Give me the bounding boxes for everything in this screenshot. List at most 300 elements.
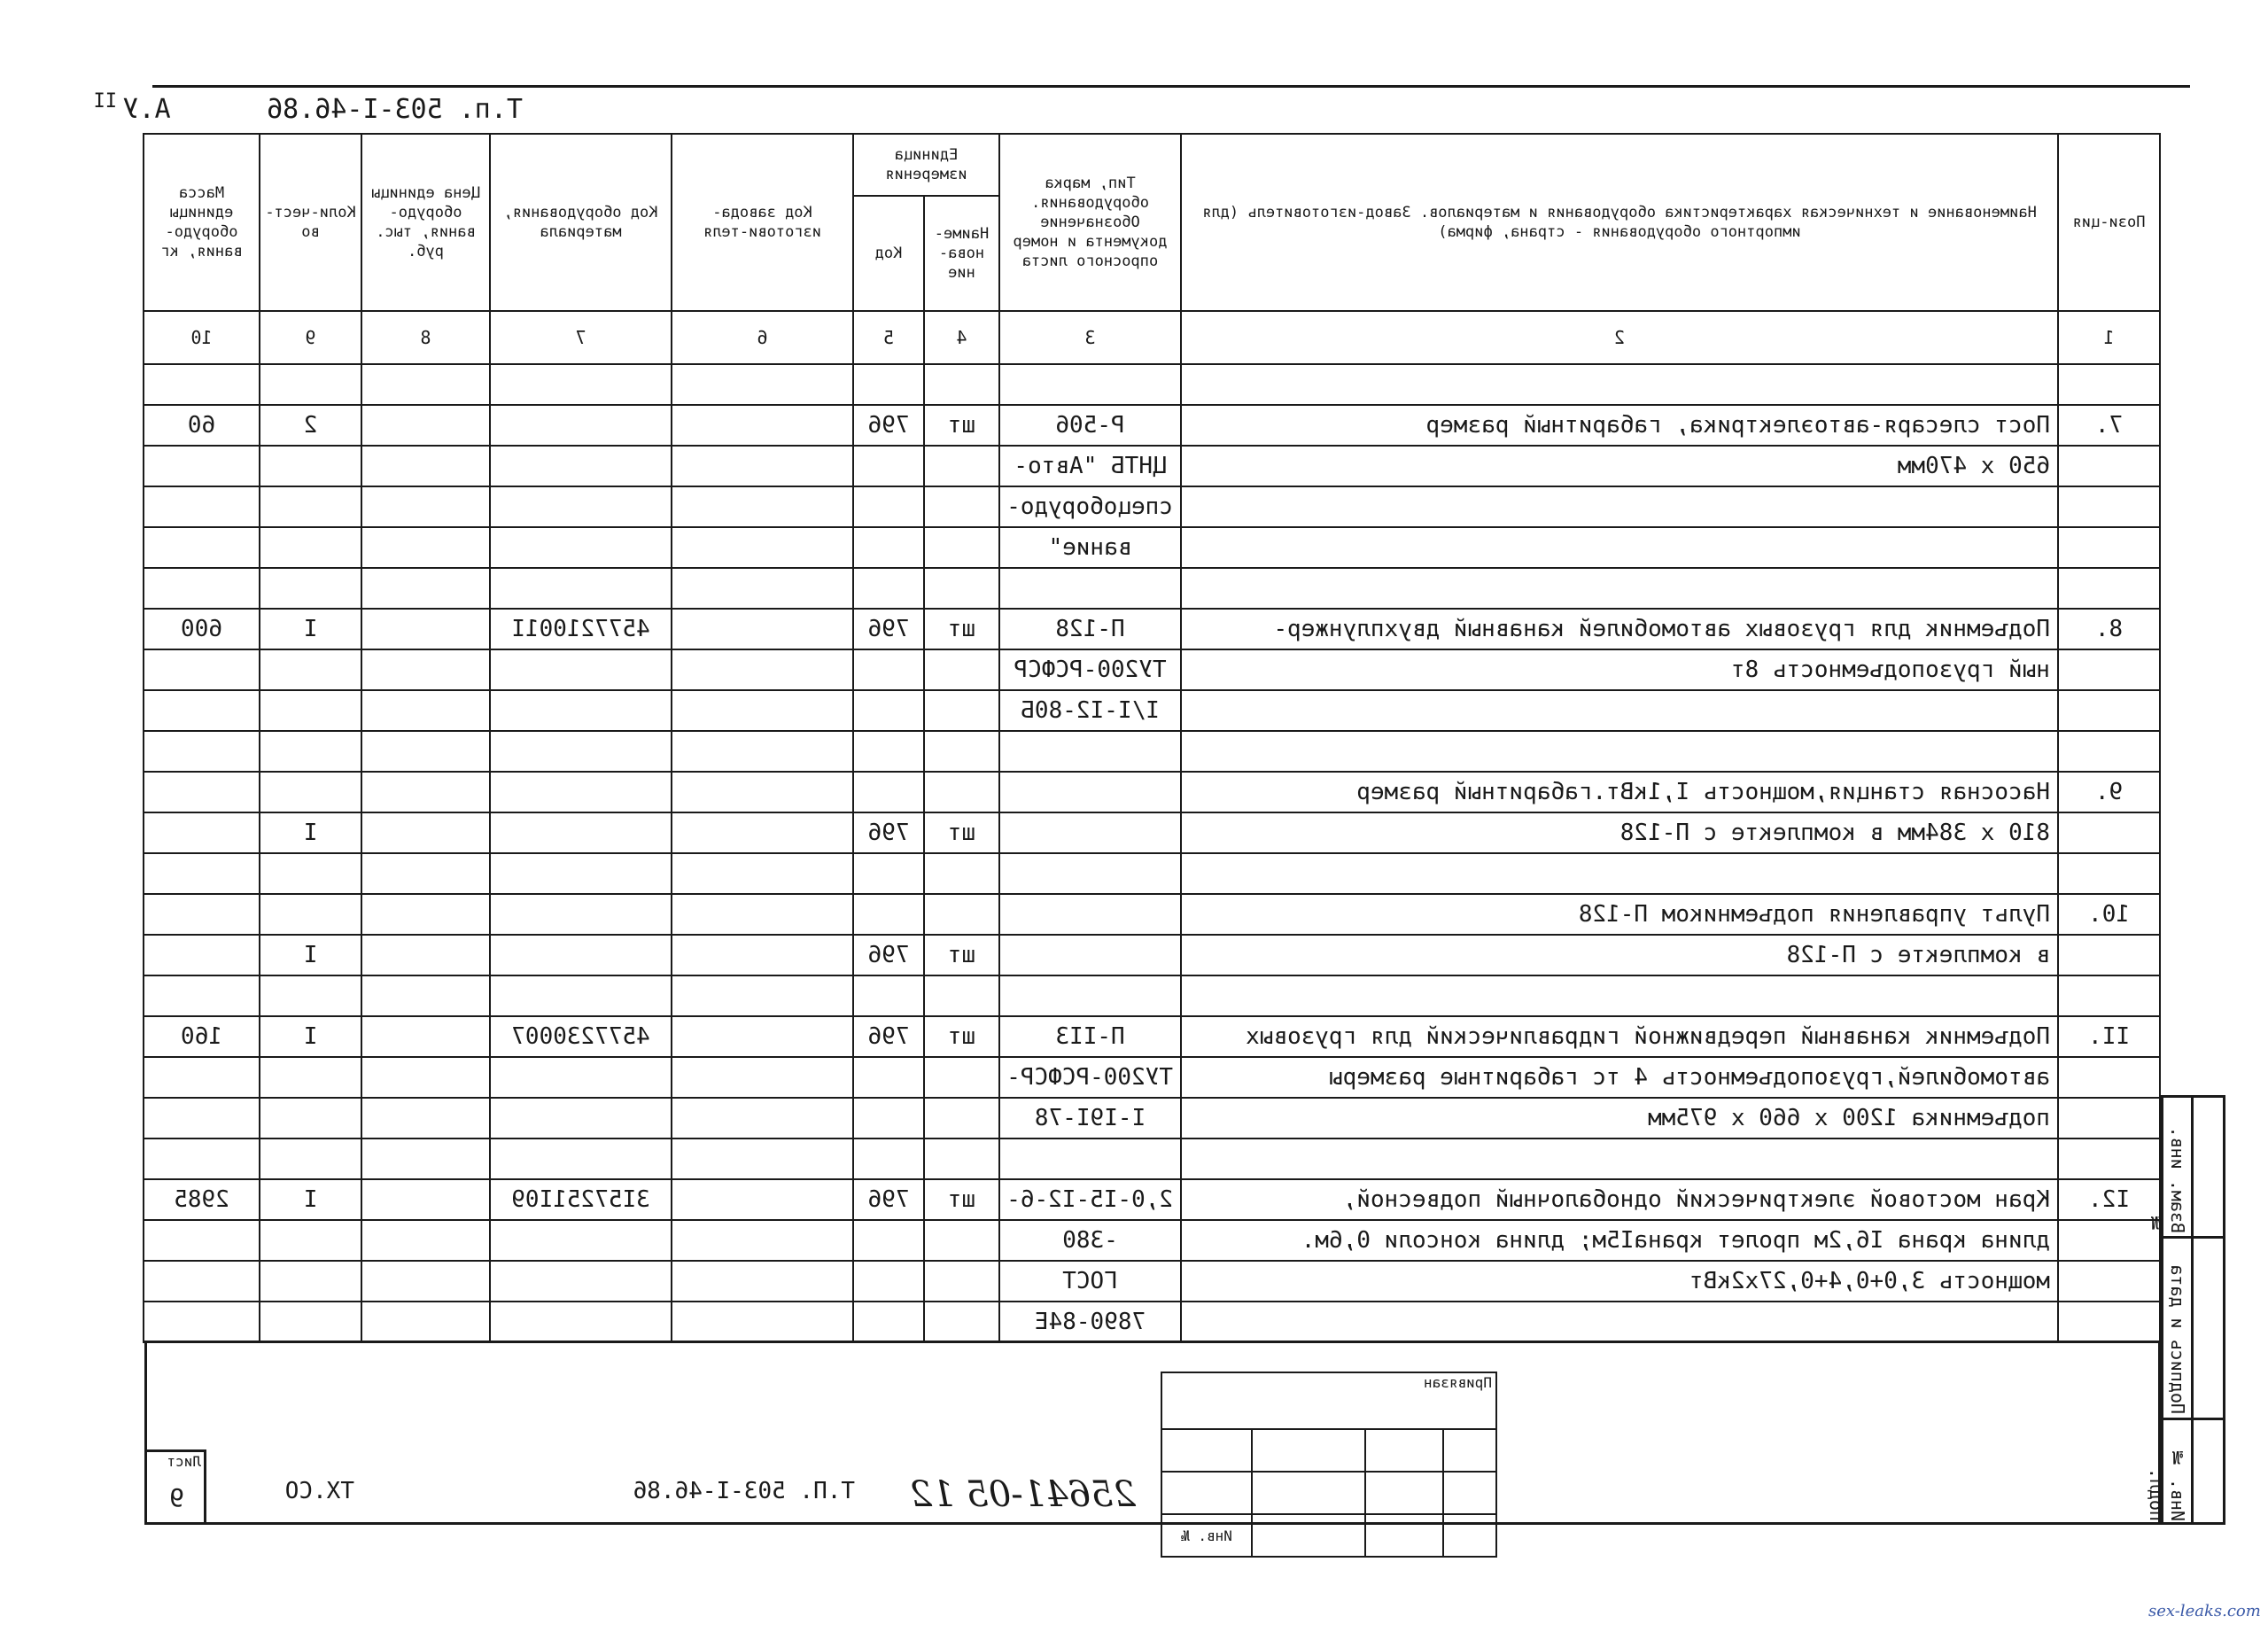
col-number-6: 6 xyxy=(672,311,853,364)
cell-code xyxy=(853,975,924,1016)
cell-mass xyxy=(144,812,260,853)
cell-unit: шт xyxy=(924,609,999,649)
table-row xyxy=(144,446,2160,486)
col-header-8: Цена единицы оборудо-вания, тыс. руб. xyxy=(361,134,490,311)
cell-pos: 9. xyxy=(2058,772,2160,812)
cell-equip xyxy=(490,894,672,935)
cell-mass: 2985 xyxy=(144,1179,260,1220)
cell-code xyxy=(853,1057,924,1098)
cell-qty xyxy=(260,1098,361,1139)
sheet-number: 9 xyxy=(169,1483,184,1512)
cell-pos xyxy=(2058,1220,2160,1261)
cell-type xyxy=(999,772,1181,812)
col-header-10: Масса единицы оборудо-вания, кг xyxy=(144,134,260,311)
specification-table xyxy=(143,133,2161,1343)
cell-price xyxy=(361,853,490,894)
cell-unit xyxy=(924,853,999,894)
cell-equip xyxy=(490,568,672,609)
cell-name xyxy=(1181,853,2058,894)
cell-factory xyxy=(672,772,853,812)
cell-qty xyxy=(260,894,361,935)
cell-type xyxy=(999,1139,1181,1179)
table-row xyxy=(144,405,2160,446)
cell-code xyxy=(853,853,924,894)
cell-name xyxy=(1181,568,2058,609)
cell-code xyxy=(853,731,924,772)
cell-unit: шт xyxy=(924,1016,999,1057)
cell-factory xyxy=(672,446,853,486)
cell-qty: I xyxy=(260,812,361,853)
cell-name: подъемника 1200 х 660 х 975мм xyxy=(1181,1098,2058,1139)
col-header-4: Наиме-нова-ние xyxy=(924,196,999,311)
cell-pos xyxy=(2058,1302,2160,1342)
cell-pos xyxy=(2058,1098,2160,1139)
cell-qty xyxy=(260,731,361,772)
col-number-2: 2 xyxy=(1181,311,2058,364)
cell-unit: шт xyxy=(924,405,999,446)
col-number-8: 8 xyxy=(361,311,490,364)
cell-equip xyxy=(490,731,672,772)
table-row xyxy=(144,649,2160,690)
table-row xyxy=(144,486,2160,527)
cell-unit xyxy=(924,364,999,405)
stamp-doc-ref: Т.П. 503-I-46.86 xyxy=(633,1478,855,1504)
cell-name: длина крана I6,2м пролет кранаI5м; длина консоли 0,6м. xyxy=(1181,1220,2058,1261)
cell-type xyxy=(999,568,1181,609)
cell-factory xyxy=(672,1261,853,1302)
cell-code xyxy=(853,568,924,609)
inv-label: Инв. № xyxy=(1161,1514,1252,1557)
cell-mass xyxy=(144,894,260,935)
cell-price xyxy=(361,935,490,975)
cell-equip xyxy=(490,853,672,894)
cell-name: Кран мостовой электрический однобалочный подвесной, xyxy=(1181,1179,2058,1220)
table-row xyxy=(144,1261,2160,1302)
cell-factory xyxy=(672,853,853,894)
album-mark: А.У xyxy=(122,94,171,125)
cell-qty xyxy=(260,1261,361,1302)
cell-pos: 8. xyxy=(2058,609,2160,649)
cell-code xyxy=(853,649,924,690)
cell-price xyxy=(361,1139,490,1179)
table-row xyxy=(144,527,2160,568)
cell-equip xyxy=(490,1098,672,1139)
cell-mass xyxy=(144,1261,260,1302)
sheet-label: Лист xyxy=(167,1453,201,1470)
cell-name: в комплекте с П-128 xyxy=(1181,935,2058,975)
cell-mass xyxy=(144,772,260,812)
table-row xyxy=(144,935,2160,975)
cell-price xyxy=(361,690,490,731)
table-row xyxy=(144,1139,2160,1179)
cell-mass xyxy=(144,364,260,405)
cell-name: Подъемник для грузовых автомобилей канавный двухплунжер- xyxy=(1181,609,2058,649)
table-row xyxy=(144,1016,2160,1057)
cell-price xyxy=(361,1179,490,1220)
cell-factory xyxy=(672,1302,853,1342)
cell-qty xyxy=(260,853,361,894)
cell-name: Подъемник канавный передвижной гидравлический для грузовых xyxy=(1181,1016,2058,1057)
cell-pos xyxy=(2058,690,2160,731)
cell-name: автомобилей,грузоподъемность 4 тс габаритные размеры xyxy=(1181,1057,2058,1098)
cell-price xyxy=(361,772,490,812)
cell-mass xyxy=(144,853,260,894)
cell-unit: шт xyxy=(924,1179,999,1220)
cell-unit xyxy=(924,772,999,812)
cell-type: ЦНТБ "Авто- xyxy=(999,446,1181,486)
cell-mass xyxy=(144,486,260,527)
cell-type: 7890-84Е xyxy=(999,1302,1181,1342)
table-row xyxy=(144,609,2160,649)
cell-equip: 4577230007 xyxy=(490,1016,672,1057)
cell-code xyxy=(853,772,924,812)
cell-factory xyxy=(672,975,853,1016)
cell-mass xyxy=(144,1302,260,1342)
cell-factory xyxy=(672,731,853,772)
table-row xyxy=(144,731,2160,772)
table-row xyxy=(144,1098,2160,1139)
cell-factory xyxy=(672,1139,853,1179)
cell-pos xyxy=(2058,853,2160,894)
cell-qty: I xyxy=(260,1179,361,1220)
table-row xyxy=(144,853,2160,894)
side-label-signature: Подпись и дата xyxy=(2167,1264,2188,1414)
cell-factory xyxy=(672,486,853,527)
cell-pos xyxy=(2058,812,2160,853)
cell-equip xyxy=(490,527,672,568)
cell-equip xyxy=(490,649,672,690)
cell-price xyxy=(361,1098,490,1139)
cell-factory xyxy=(672,1016,853,1057)
cell-qty xyxy=(260,649,361,690)
cell-type xyxy=(999,894,1181,935)
cell-qty xyxy=(260,772,361,812)
cell-code xyxy=(853,894,924,935)
cell-type: Р-506 xyxy=(999,405,1181,446)
cell-unit xyxy=(924,731,999,772)
cell-name: 650 х 470мм xyxy=(1181,446,2058,486)
cell-mass xyxy=(144,975,260,1016)
table-row xyxy=(144,772,2160,812)
cell-qty xyxy=(260,1057,361,1098)
cell-qty xyxy=(260,1220,361,1261)
cell-code xyxy=(853,1098,924,1139)
cell-pos: II. xyxy=(2058,1016,2160,1057)
cell-equip: 3I57251I09 xyxy=(490,1179,672,1220)
table-row xyxy=(144,690,2160,731)
cell-name xyxy=(1181,486,2058,527)
cell-qty xyxy=(260,975,361,1016)
cell-pos xyxy=(2058,1139,2160,1179)
cell-qty xyxy=(260,527,361,568)
cell-factory xyxy=(672,568,853,609)
cell-price xyxy=(361,405,490,446)
cell-code xyxy=(853,486,924,527)
table-header xyxy=(144,134,2160,364)
cell-code xyxy=(853,690,924,731)
cell-factory xyxy=(672,649,853,690)
cell-factory xyxy=(672,1220,853,1261)
side-label-replace: Взам. инв. № xyxy=(2146,1126,2188,1233)
cell-unit xyxy=(924,527,999,568)
cell-pos xyxy=(2058,935,2160,975)
cell-unit xyxy=(924,894,999,935)
cell-equip xyxy=(490,975,672,1016)
col-number-3: 3 xyxy=(999,311,1181,364)
cell-factory xyxy=(672,405,853,446)
cell-price xyxy=(361,812,490,853)
cell-qty: I xyxy=(260,1016,361,1057)
col-number-7: 7 xyxy=(490,311,672,364)
cell-type: ТУ200-РСФСР- xyxy=(999,1057,1181,1098)
cell-qty xyxy=(260,1139,361,1179)
cell-mass xyxy=(144,649,260,690)
cell-pos: I2. xyxy=(2058,1179,2160,1220)
cell-name: ный грузоподъемность 8т xyxy=(1181,649,2058,690)
cell-price xyxy=(361,975,490,1016)
cell-type: ГОСТ xyxy=(999,1261,1181,1302)
cell-name xyxy=(1181,731,2058,772)
cell-type: ТУ200-РСФСР xyxy=(999,649,1181,690)
cell-factory xyxy=(672,609,853,649)
cell-code: 796 xyxy=(853,405,924,446)
cell-type xyxy=(999,364,1181,405)
cell-equip xyxy=(490,1302,672,1342)
cell-price xyxy=(361,446,490,486)
cell-equip xyxy=(490,446,672,486)
cell-mass xyxy=(144,1139,260,1179)
cell-qty xyxy=(260,446,361,486)
cell-qty xyxy=(260,568,361,609)
cell-equip xyxy=(490,812,672,853)
cell-code: 796 xyxy=(853,935,924,975)
cell-name xyxy=(1181,527,2058,568)
cell-mass xyxy=(144,527,260,568)
cell-type: спецоборудо- xyxy=(999,486,1181,527)
cell-price xyxy=(361,894,490,935)
sheet-corner-number: II xyxy=(93,90,117,113)
col-number-9: 9 xyxy=(260,311,361,364)
stamp-mark: ТХ.СО xyxy=(284,1478,354,1504)
cell-equip xyxy=(490,1057,672,1098)
cell-mass xyxy=(144,446,260,486)
col-header-3: Тип, марка оборудования. Обозначение документа и номер опросного листа xyxy=(999,134,1181,311)
cell-pos xyxy=(2058,731,2160,772)
cell-name xyxy=(1181,364,2058,405)
unit-group-header: Единица измерения xyxy=(853,134,999,196)
cell-price xyxy=(361,364,490,405)
cell-pos xyxy=(2058,975,2160,1016)
cell-mass: 60 xyxy=(144,405,260,446)
linked-label: Привязан xyxy=(1161,1372,1496,1429)
cell-qty xyxy=(260,690,361,731)
table-row xyxy=(144,1057,2160,1098)
col-header-5: Код xyxy=(853,196,924,311)
cell-price xyxy=(361,527,490,568)
table-row xyxy=(144,364,2160,405)
cell-type: П-II3 xyxy=(999,1016,1181,1057)
cell-mass xyxy=(144,1057,260,1098)
table-row xyxy=(144,568,2160,609)
cell-mass: 160 xyxy=(144,1016,260,1057)
cell-pos xyxy=(2058,568,2160,609)
cell-price xyxy=(361,1057,490,1098)
cell-unit xyxy=(924,1261,999,1302)
top-border-line xyxy=(152,85,2190,88)
cell-type xyxy=(999,975,1181,1016)
cell-mass xyxy=(144,731,260,772)
cell-price xyxy=(361,1016,490,1057)
col-header-1: Пози-ция xyxy=(2058,134,2160,311)
cell-unit xyxy=(924,1220,999,1261)
cell-unit xyxy=(924,649,999,690)
table-row xyxy=(144,894,2160,935)
cell-qty: 2 xyxy=(260,405,361,446)
cell-pos: 7. xyxy=(2058,405,2160,446)
cell-unit xyxy=(924,1302,999,1342)
cell-pos xyxy=(2058,446,2160,486)
col-header-7: Код оборудования, материала xyxy=(490,134,672,311)
cell-factory xyxy=(672,894,853,935)
cell-equip xyxy=(490,772,672,812)
cell-type: вание" xyxy=(999,527,1181,568)
cell-pos: 10. xyxy=(2058,894,2160,935)
cell-code: 796 xyxy=(853,1016,924,1057)
cell-equip xyxy=(490,935,672,975)
cell-unit xyxy=(924,446,999,486)
cell-price xyxy=(361,1261,490,1302)
cell-name xyxy=(1181,975,2058,1016)
cell-name xyxy=(1181,1302,2058,1342)
col-number-4: 4 xyxy=(924,311,999,364)
cell-equip xyxy=(490,364,672,405)
cell-type xyxy=(999,731,1181,772)
table-body xyxy=(144,364,2160,1342)
cell-code: 796 xyxy=(853,1179,924,1220)
cell-pos xyxy=(2058,486,2160,527)
bottom-frame xyxy=(144,1341,2161,1525)
table-row xyxy=(144,975,2160,1016)
cell-type: -380 xyxy=(999,1220,1181,1261)
cell-type: I-I9I-78 xyxy=(999,1098,1181,1139)
col-header-9: Коли-чест-во xyxy=(260,134,361,311)
cell-mass xyxy=(144,568,260,609)
cell-pos xyxy=(2058,649,2160,690)
cell-unit xyxy=(924,690,999,731)
cell-equip xyxy=(490,1220,672,1261)
cell-unit xyxy=(924,1139,999,1179)
cell-mass: 600 xyxy=(144,609,260,649)
cell-unit xyxy=(924,1098,999,1139)
cell-price xyxy=(361,609,490,649)
cell-mass xyxy=(144,690,260,731)
cell-type: 2,0-I5-I2-6- xyxy=(999,1179,1181,1220)
cell-unit xyxy=(924,975,999,1016)
cell-unit xyxy=(924,1057,999,1098)
cell-factory xyxy=(672,812,853,853)
col-header-6: Код завода-изготови-теля xyxy=(672,134,853,311)
cell-factory xyxy=(672,1098,853,1139)
table-row xyxy=(144,1179,2160,1220)
cell-equip xyxy=(490,1139,672,1179)
cell-mass xyxy=(144,935,260,975)
cell-type: П-128 xyxy=(999,609,1181,649)
col-number-10: 10 xyxy=(144,311,260,364)
cell-unit xyxy=(924,568,999,609)
handwritten-number: 25641-05 12 xyxy=(909,1474,1136,1515)
cell-factory xyxy=(672,1179,853,1220)
cell-pos xyxy=(2058,1261,2160,1302)
cell-type xyxy=(999,812,1181,853)
cell-pos xyxy=(2058,364,2160,405)
cell-code: 796 xyxy=(853,609,924,649)
watermark: sex-leaks.com xyxy=(2148,1602,2261,1620)
col-number-5: 5 xyxy=(853,311,924,364)
cell-factory xyxy=(672,935,853,975)
cell-name xyxy=(1181,1139,2058,1179)
cell-code xyxy=(853,446,924,486)
cell-factory xyxy=(672,1057,853,1098)
column-number-row xyxy=(144,311,2160,364)
cell-code xyxy=(853,1302,924,1342)
col-header-2: Наименование и техническая характеристика оборудования и материалов. Завод-изготовитель (для импортного оборудования - страна, фирма) xyxy=(1181,134,2058,311)
cell-price xyxy=(361,731,490,772)
cell-factory xyxy=(672,527,853,568)
cell-type: I/I-I2-80Б xyxy=(999,690,1181,731)
side-label-inv: Инв. № подл. xyxy=(2146,1446,2188,1521)
cell-name: Пульт управления подъемником П-128 xyxy=(1181,894,2058,935)
cell-name: мощность 3,0+0,4+0,27х2кВт xyxy=(1181,1261,2058,1302)
cell-price xyxy=(361,486,490,527)
cell-name xyxy=(1181,690,2058,731)
doc-title xyxy=(122,94,523,125)
col-number-1: 1 xyxy=(2058,311,2160,364)
cell-equip xyxy=(490,1261,672,1302)
cell-qty xyxy=(260,364,361,405)
cell-code xyxy=(853,364,924,405)
table-row xyxy=(144,1302,2160,1342)
cell-code xyxy=(853,527,924,568)
cell-unit xyxy=(924,486,999,527)
cell-qty xyxy=(260,1302,361,1342)
doc-ref: Т.п. 503-I-46.86 xyxy=(267,94,523,125)
cell-type xyxy=(999,853,1181,894)
table-row xyxy=(144,1220,2160,1261)
cell-factory xyxy=(672,364,853,405)
cell-unit: шт xyxy=(924,812,999,853)
cell-price xyxy=(361,568,490,609)
cell-type xyxy=(999,935,1181,975)
cell-name: Пост слесаря-автоэлектрика, габаритный размер xyxy=(1181,405,2058,446)
cell-factory xyxy=(672,690,853,731)
cell-qty xyxy=(260,486,361,527)
cell-equip xyxy=(490,405,672,446)
cell-pos xyxy=(2058,1057,2160,1098)
cell-qty: I xyxy=(260,935,361,975)
cell-code xyxy=(853,1139,924,1179)
cell-equip: 457721001I xyxy=(490,609,672,649)
cell-code xyxy=(853,1220,924,1261)
cell-unit: шт xyxy=(924,935,999,975)
cell-name: 810 х 384мм в комплекте с П-128 xyxy=(1181,812,2058,853)
cell-price xyxy=(361,649,490,690)
cell-equip xyxy=(490,486,672,527)
cell-pos xyxy=(2058,527,2160,568)
table-row xyxy=(144,812,2160,853)
binding-stamp xyxy=(1161,1372,1497,1558)
cell-qty: I xyxy=(260,609,361,649)
cell-equip xyxy=(490,690,672,731)
